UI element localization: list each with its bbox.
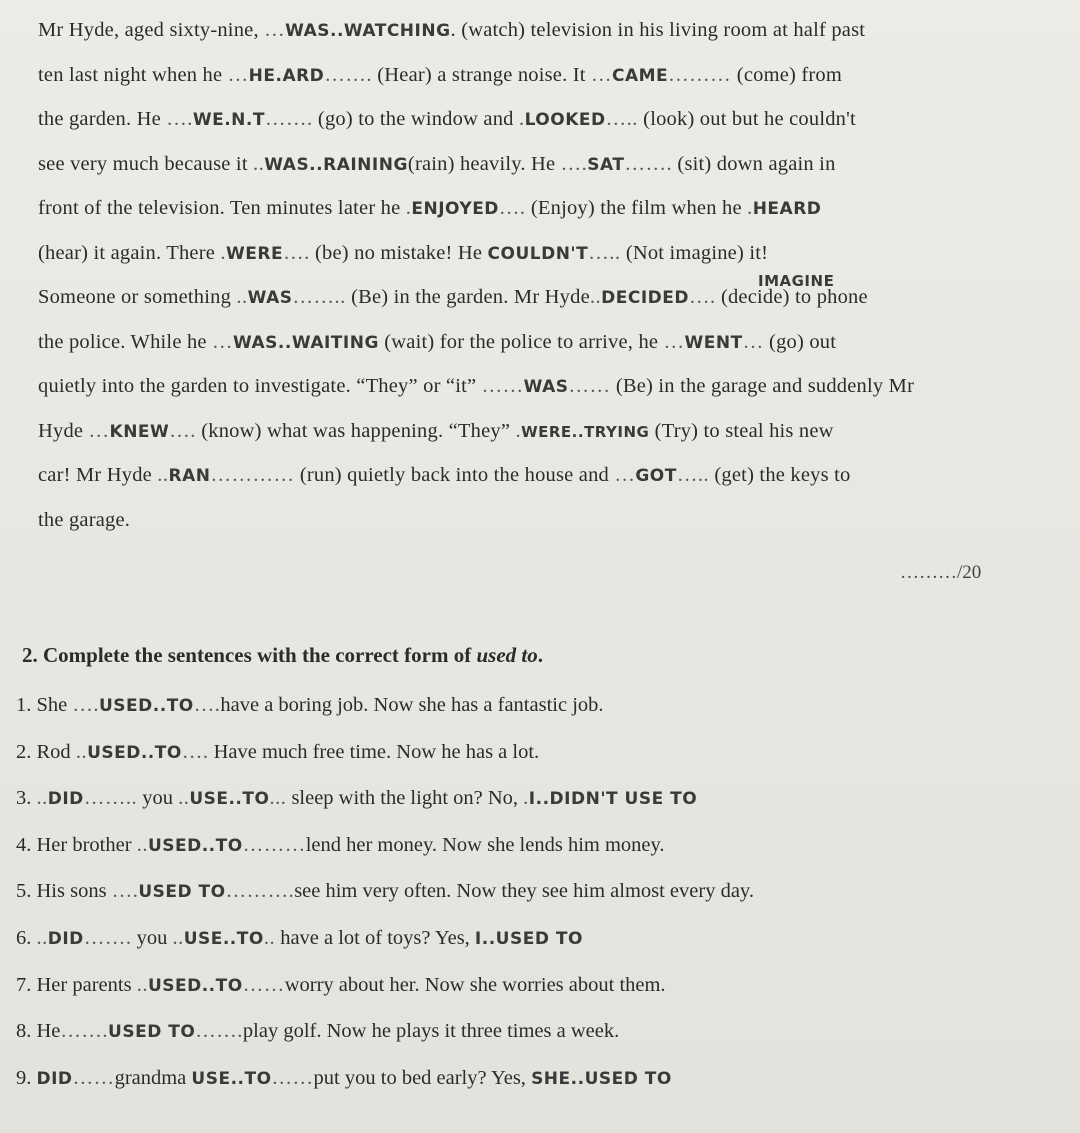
exercise-item xyxy=(16,915,1066,962)
handwritten-answer: USE..TO xyxy=(183,928,264,949)
sentence-text: see him very often. Now they see him almost every day. xyxy=(294,880,754,903)
blank-dots: .. xyxy=(36,926,48,949)
blank-dots: ……. xyxy=(60,1020,109,1043)
blank-dots: ….. xyxy=(605,108,638,130)
handwritten-answer: DECIDED xyxy=(601,288,689,308)
sentence-text: (go) out xyxy=(763,330,837,353)
sentence-text: Hyde xyxy=(38,419,89,442)
handwritten-answer: USED..TO xyxy=(147,975,243,996)
blank-dots: ……. xyxy=(624,152,673,175)
blank-dots: …… xyxy=(242,973,285,996)
sentence-text: (Be) in the garage and suddenly Mr xyxy=(610,375,915,397)
imagine-note: IMAGINE xyxy=(758,272,835,290)
handwritten-answer: USED..TO xyxy=(147,835,243,856)
handwritten-answer: SAT xyxy=(587,154,625,175)
sentence-text: front of the television. Ten minutes later he xyxy=(38,197,406,219)
handwritten-answer: LOOKED xyxy=(524,110,606,130)
handwritten-answer: GOT xyxy=(635,466,677,486)
blank-dots: .. xyxy=(172,926,184,949)
blank-dots: ... xyxy=(269,787,287,810)
blank-dots: …. xyxy=(193,694,221,716)
handwritten-answer: USE..TO xyxy=(191,1068,272,1089)
sentence-text: (hear) it again. There xyxy=(38,241,221,264)
sentence-text: (Hear) a strange noise. It xyxy=(371,63,591,86)
title-italic: used to xyxy=(476,643,538,667)
sentence-text: put you to bed early? Yes, xyxy=(313,1066,532,1089)
paragraph-line xyxy=(38,498,1028,543)
sentence-text: . (watch) television in his living room at half past xyxy=(450,19,866,41)
sentence-text: (look) out but he couldn't xyxy=(637,108,856,130)
blank-dots: …. xyxy=(689,286,716,308)
exercise-item xyxy=(16,775,1066,822)
sentence-text: (rain) heavily. He xyxy=(407,152,561,175)
handwritten-answer: WAS xyxy=(523,377,569,397)
blank-dots: ……… xyxy=(668,63,737,86)
blank-dots: …. xyxy=(498,197,526,219)
blank-dots: .. xyxy=(263,926,276,949)
handwritten-answer: USED..TO xyxy=(99,696,194,716)
blank-dots: …. xyxy=(169,419,196,442)
exercise-2-list xyxy=(16,682,1066,1101)
sentence-text: have a boring job. Now she has a fantastic job. xyxy=(220,694,604,716)
sentence-text: 9. xyxy=(16,1066,37,1089)
handwritten-answer: DID xyxy=(36,1068,73,1089)
blank-dots: . xyxy=(523,787,529,810)
sentence-text: you xyxy=(131,926,173,949)
exercise-item xyxy=(16,822,1066,869)
blank-dots: .. xyxy=(36,787,48,810)
blank-dots: .. xyxy=(136,973,148,996)
sentence-text: 8. He xyxy=(16,1020,61,1043)
sentence-text: play golf. Now he plays it three times a week. xyxy=(242,1020,620,1043)
blank-dots: . xyxy=(515,419,522,442)
blank-dots: …… xyxy=(72,1066,115,1089)
blank-dots: ……. xyxy=(83,926,132,949)
blank-dots: …. xyxy=(181,740,209,763)
sentence-text: (come) from xyxy=(736,63,843,86)
handwritten-answer: RAN xyxy=(168,466,211,486)
blank-dots: … xyxy=(264,19,286,41)
blank-dots: … xyxy=(614,464,636,486)
handwritten-answer: HEARD xyxy=(752,199,822,219)
blank-dots: … xyxy=(663,330,685,353)
blank-dots: … xyxy=(212,330,234,353)
blank-dots: ….. xyxy=(676,464,710,486)
sentence-text: 7. Her parents xyxy=(16,973,137,996)
handwritten-answer: WAS..WAITING xyxy=(233,332,379,353)
blank-dots: … xyxy=(591,63,612,86)
blank-dots: …… xyxy=(568,375,611,397)
sentence-text: grandma xyxy=(114,1066,192,1089)
sentence-text: sleep with the light on? No, xyxy=(286,787,524,810)
handwritten-answer: WAS xyxy=(247,288,293,308)
blank-dots: …….. xyxy=(292,286,346,308)
handwritten-answer: I..USED TO xyxy=(474,928,583,949)
exercise-item xyxy=(16,962,1066,1009)
handwritten-answer: I..DIDN'T USE TO xyxy=(528,789,698,810)
sentence-text: 5. His sons xyxy=(16,880,112,903)
handwritten-answer: DID xyxy=(47,789,84,810)
blank-dots: …… xyxy=(481,375,524,397)
blank-dots: … xyxy=(227,63,249,86)
paragraph-line xyxy=(38,320,1028,365)
sentence-text: (sit) down again in xyxy=(672,152,836,175)
sentence-text: see very much because it xyxy=(38,152,254,175)
sentence-text: lend her money. Now she lends him money. xyxy=(305,833,665,856)
blank-dots: ……… xyxy=(242,833,306,856)
sentence-text: Mr Hyde, aged sixty-nine, xyxy=(38,19,265,41)
blank-dots: …. xyxy=(166,108,193,130)
title-text: 2. Complete the sentences with the correct form of xyxy=(22,643,477,667)
handwritten-answer: WERE xyxy=(226,243,284,264)
blank-dots: . xyxy=(220,241,226,264)
blank-dots: .. xyxy=(178,787,190,810)
sentence-text: 6. xyxy=(16,926,37,949)
handwritten-answer: WERE..TRYING xyxy=(521,422,650,441)
sentence-text: (decide) to phone xyxy=(715,286,868,308)
sentence-text: (go) to the window and xyxy=(312,108,519,130)
blank-dots: .. xyxy=(589,286,602,308)
score-line: ………/20 xyxy=(900,562,982,583)
handwritten-answer: USED TO xyxy=(138,882,226,903)
handwritten-answer: COULDN'T xyxy=(487,243,589,264)
blank-dots: …. xyxy=(283,241,310,264)
blank-dots: . xyxy=(747,197,753,219)
sentence-text: (Be) in the garden. Mr Hyde xyxy=(345,286,590,308)
sentence-text: (wait) for the police to arrive, he xyxy=(378,330,664,353)
blank-dots: …….. xyxy=(83,787,138,810)
handwritten-answer: USE..TO xyxy=(189,789,270,810)
sentence-text: quietly into the garden to investigate. “They” or “it” xyxy=(38,375,482,397)
blank-dots: .. xyxy=(136,833,148,856)
exercise-item xyxy=(16,1055,1066,1102)
sentence-text: (Enjoy) the film when he xyxy=(525,197,748,219)
sentence-text: you xyxy=(137,787,179,810)
blank-dots: .. xyxy=(236,286,248,308)
blank-dots: . xyxy=(405,197,412,219)
sentence-text: the garden. He xyxy=(38,108,167,130)
blank-dots: ……. xyxy=(324,63,372,86)
blank-dots: …. xyxy=(560,152,588,175)
paragraph-line xyxy=(38,53,1028,98)
sentence-text: (run) quietly back into the house and xyxy=(294,464,615,486)
handwritten-answer: WENT xyxy=(684,332,743,353)
paragraph-line xyxy=(38,364,1028,409)
sentence-text: worry about her. Now she worries about them. xyxy=(284,973,666,996)
handwritten-answer: USED TO xyxy=(108,1022,196,1043)
blank-dots: .. xyxy=(253,152,265,175)
paragraph-line xyxy=(38,8,1028,53)
sentence-text: 1. She xyxy=(16,694,73,716)
blank-dots: ………. xyxy=(225,880,295,903)
blank-dots: … xyxy=(742,330,764,353)
handwritten-answer: DID xyxy=(47,928,84,949)
sentence-text: the garage. xyxy=(38,508,131,531)
sentence-text: (know) what was happening. “They” xyxy=(195,419,516,442)
blank-dots: . xyxy=(518,108,525,130)
sentence-text: car! Mr Hyde xyxy=(38,464,158,486)
paragraph-line xyxy=(38,186,1028,231)
sentence-text: (Try) to steal his new xyxy=(649,419,834,442)
exercise-item xyxy=(16,868,1066,915)
blank-dots: .. xyxy=(75,740,88,763)
sentence-text: ten last night when he xyxy=(38,63,228,86)
handwritten-answer: HE.ARD xyxy=(248,65,325,86)
sentence-text: the police. While he xyxy=(38,330,213,353)
blank-dots: .. xyxy=(157,464,169,486)
paragraph-line xyxy=(38,97,1028,142)
handwritten-answer: CAME xyxy=(612,65,669,86)
sentence-text: (get) the keys to xyxy=(709,464,851,486)
exercise-item xyxy=(16,729,1066,776)
handwritten-answer: WAS..RAINING xyxy=(264,154,408,175)
blank-dots: ……. xyxy=(264,108,313,130)
handwritten-answer: USED..TO xyxy=(87,742,182,763)
title-suffix: . xyxy=(537,643,543,667)
handwritten-answer: SHE..USED TO xyxy=(531,1068,672,1089)
sentence-text: Someone or something xyxy=(38,286,237,308)
handwritten-answer: WE.N.T xyxy=(192,110,265,130)
exercise-item xyxy=(16,1008,1066,1055)
sentence-text: have a lot of toys? Yes, xyxy=(275,926,475,949)
sentence-text: Have much free time. Now he has a lot. xyxy=(208,740,540,763)
sentence-text: 3. xyxy=(16,787,37,810)
blank-dots: ……. xyxy=(195,1020,243,1043)
sentence-text: 4. Her brother xyxy=(16,833,137,856)
sentence-text: (be) no mistake! He xyxy=(309,241,488,264)
sentence-text: (Not imagine) it! xyxy=(620,241,769,264)
exercise-2-title xyxy=(22,643,543,668)
handwritten-answer: WAS..WATCHING xyxy=(285,21,451,41)
sentence-text: 2. Rod xyxy=(16,740,76,763)
handwritten-answer: KNEW xyxy=(109,421,170,442)
blank-dots: …… xyxy=(271,1066,314,1089)
paragraph-line xyxy=(38,275,1028,320)
handwritten-answer: ENJOYED xyxy=(411,199,499,219)
blank-dots: … xyxy=(88,419,110,442)
blank-dots: …. xyxy=(72,694,99,716)
exercise-1-paragraph xyxy=(38,8,1028,542)
paragraph-line xyxy=(38,453,1028,498)
exercise-item xyxy=(16,682,1066,729)
blank-dots: …. xyxy=(111,880,139,903)
blank-dots: ….. xyxy=(588,241,621,264)
paragraph-line xyxy=(38,231,1028,276)
blank-dots: ………… xyxy=(210,464,295,486)
paragraph-line xyxy=(38,409,1028,454)
paragraph-line xyxy=(38,142,1028,187)
